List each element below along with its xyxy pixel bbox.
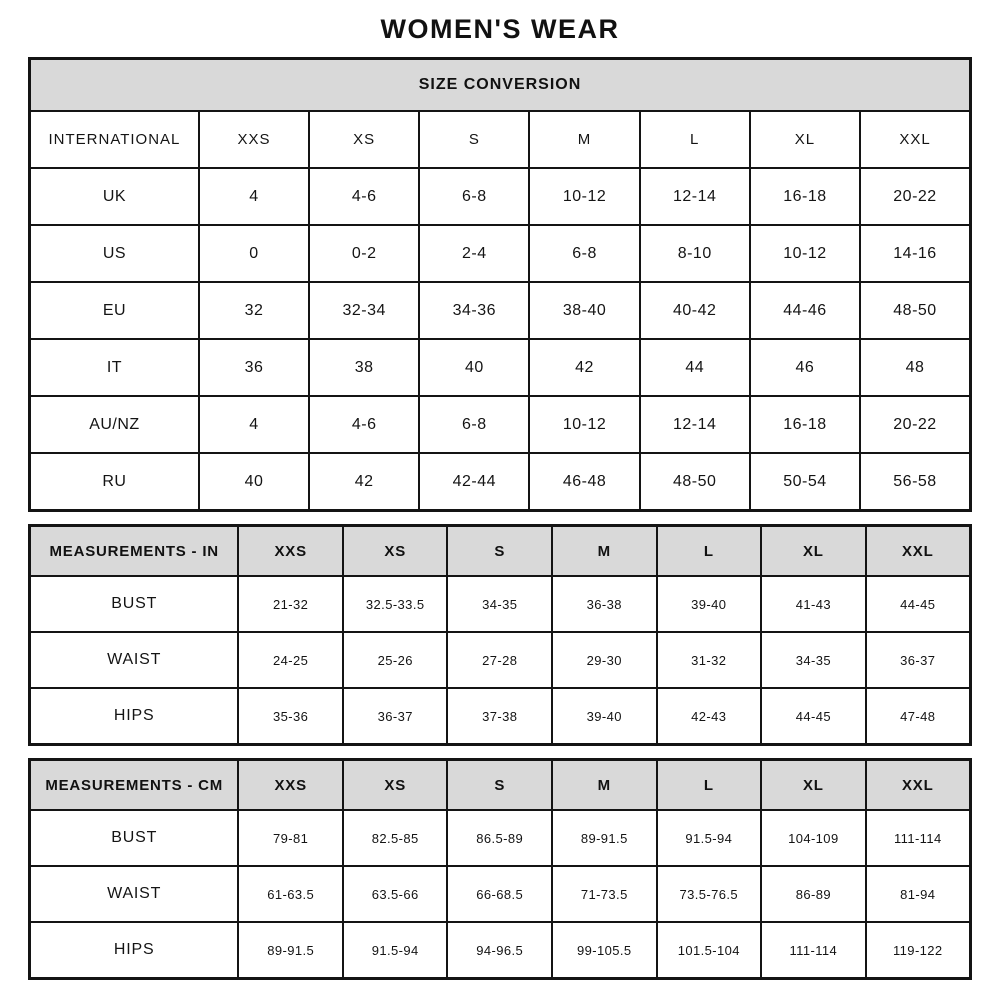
size_conversion-col-header: XL [750, 111, 860, 168]
size_conversion-cell: 20-22 [860, 396, 971, 453]
size_conversion-col-header: XS [309, 111, 419, 168]
measurements_cm-col-header: XL [761, 760, 866, 811]
size_conversion-cell: 16-18 [750, 396, 860, 453]
size_conversion-cell: 8-10 [640, 225, 750, 282]
size_conversion-cell: 0 [199, 225, 309, 282]
measurements_in-cell: 24-25 [238, 632, 343, 688]
measurements_cm-col-header: S [447, 760, 552, 811]
size_conversion-cell: 4-6 [309, 168, 419, 225]
size_conversion-cell: 6-8 [529, 225, 639, 282]
measurements_in-col-header: XS [343, 526, 448, 577]
size-conversion-header-row [30, 111, 971, 168]
measurements_cm-cell: 61-63.5 [238, 866, 343, 922]
size_conversion-cell: 2-4 [419, 225, 529, 282]
measurements_cm-cell: 111-114 [761, 922, 866, 979]
measurements_cm-cell: 86-89 [761, 866, 866, 922]
size_conversion-row [30, 282, 971, 339]
measurements_in-row-label: HIPS [30, 688, 239, 745]
size_conversion-cell: 44-46 [750, 282, 860, 339]
measurements_in-col-header: XXS [238, 526, 343, 577]
size_conversion-cell: 4-6 [309, 396, 419, 453]
measurements_cm-cell: 79-81 [238, 810, 343, 866]
measurements_cm-cell: 104-109 [761, 810, 866, 866]
measurements_in-cell: 47-48 [866, 688, 971, 745]
size_conversion-cell: 4 [199, 168, 309, 225]
size_conversion-cell: 42 [309, 453, 419, 511]
measurements_in-cell: 41-43 [761, 576, 866, 632]
measurements_in-cell: 32.5-33.5 [343, 576, 448, 632]
size_conversion-row-label: IT [30, 339, 199, 396]
measurements_cm-row [30, 866, 971, 922]
measurements_cm-cell: 91.5-94 [657, 810, 762, 866]
measurements_in-col-header: XL [761, 526, 866, 577]
measurements_cm-col-header: M [552, 760, 657, 811]
measurements_in-row [30, 688, 971, 745]
size_conversion-cell: 56-58 [860, 453, 971, 511]
measurements_in-cell: 37-38 [447, 688, 552, 745]
measurements_in-cell: 29-30 [552, 632, 657, 688]
size_conversion-row [30, 453, 971, 511]
size_conversion-cell: 36 [199, 339, 309, 396]
size_conversion-row [30, 225, 971, 282]
measurements_cm-col-header: XS [343, 760, 448, 811]
size_conversion-row-label: EU [30, 282, 199, 339]
size_conversion-col-header: L [640, 111, 750, 168]
measurements_in-col-header: S [447, 526, 552, 577]
measurements-in-table [28, 524, 972, 746]
measurements_in-cell: 31-32 [657, 632, 762, 688]
measurements_in-cell: 21-32 [238, 576, 343, 632]
size_conversion-cell: 48-50 [640, 453, 750, 511]
size-conversion-title: SIZE CONVERSION [30, 59, 971, 112]
size_conversion-cell: 0-2 [309, 225, 419, 282]
size_conversion-cell: 42 [529, 339, 639, 396]
size-conversion-banner-row [30, 59, 971, 112]
measurements_cm-cell: 94-96.5 [447, 922, 552, 979]
size_conversion-col-header: XXS [199, 111, 309, 168]
size_conversion-cell: 10-12 [529, 168, 639, 225]
measurements_cm-cell: 89-91.5 [238, 922, 343, 979]
measurements-in-header-row [30, 526, 971, 577]
size_conversion-cell: 48 [860, 339, 971, 396]
measurements_cm-cell: 71-73.5 [552, 866, 657, 922]
measurements_cm-cell: 86.5-89 [447, 810, 552, 866]
measurements-cm-header-row [30, 760, 971, 811]
size_conversion-cell: 6-8 [419, 396, 529, 453]
measurements_cm-cell: 91.5-94 [343, 922, 448, 979]
measurements_cm-col-header: XXL [866, 760, 971, 811]
size_conversion-cell: 48-50 [860, 282, 971, 339]
size_conversion-cell: 34-36 [419, 282, 529, 339]
size_conversion-row [30, 339, 971, 396]
measurements_cm-row-label: HIPS [30, 922, 239, 979]
measurements_in-row [30, 576, 971, 632]
measurements_in-cell: 36-37 [866, 632, 971, 688]
measurements_in-cell: 35-36 [238, 688, 343, 745]
size_conversion-row-label: UK [30, 168, 199, 225]
size_conversion-cell: 42-44 [419, 453, 529, 511]
size_conversion-row-label: RU [30, 453, 199, 511]
measurements_cm-cell: 89-91.5 [552, 810, 657, 866]
size_conversion-cell: 12-14 [640, 168, 750, 225]
measurements_in-cell: 44-45 [866, 576, 971, 632]
measurements_cm-cell: 82.5-85 [343, 810, 448, 866]
size_conversion-row [30, 396, 971, 453]
measurements_in-cell: 34-35 [761, 632, 866, 688]
measurements_in-cell: 42-43 [657, 688, 762, 745]
size_conversion-cell: 16-18 [750, 168, 860, 225]
measurements_cm-row [30, 922, 971, 979]
size-conversion-table [28, 57, 972, 512]
size_conversion-row-label: AU/NZ [30, 396, 199, 453]
size_conversion-cell: 10-12 [750, 225, 860, 282]
measurements_in-row-label: BUST [30, 576, 239, 632]
size_conversion-cell: 14-16 [860, 225, 971, 282]
measurements_in-col-header: L [657, 526, 762, 577]
size_conversion-cell: 40 [199, 453, 309, 511]
measurements-in-title: MEASUREMENTS - IN [30, 526, 239, 577]
measurements-cm-title: MEASUREMENTS - CM [30, 760, 239, 811]
measurements_cm-col-header: L [657, 760, 762, 811]
size_conversion-row-label: US [30, 225, 199, 282]
measurements_cm-col-header: XXS [238, 760, 343, 811]
measurements_in-col-header: M [552, 526, 657, 577]
size_conversion-cell: 12-14 [640, 396, 750, 453]
measurements_in-row [30, 632, 971, 688]
measurements_cm-cell: 81-94 [866, 866, 971, 922]
size_conversion-col-header: XXL [860, 111, 971, 168]
size_conversion-cell: 46 [750, 339, 860, 396]
size_conversion-cell: 50-54 [750, 453, 860, 511]
measurements_in-cell: 36-37 [343, 688, 448, 745]
size_conversion-col-header: INTERNATIONAL [30, 111, 199, 168]
size_conversion-cell: 38-40 [529, 282, 639, 339]
measurements_in-cell: 39-40 [657, 576, 762, 632]
size_conversion-cell: 44 [640, 339, 750, 396]
measurements_in-cell: 27-28 [447, 632, 552, 688]
measurements_cm-cell: 99-105.5 [552, 922, 657, 979]
measurements_in-col-header: XXL [866, 526, 971, 577]
measurements-cm-table [28, 758, 972, 980]
page-title: WOMEN'S WEAR [380, 14, 620, 44]
size_conversion-cell: 32-34 [309, 282, 419, 339]
measurements_cm-cell: 119-122 [866, 922, 971, 979]
size_conversion-cell: 10-12 [529, 396, 639, 453]
measurements_in-row-label: WAIST [30, 632, 239, 688]
measurements_cm-cell: 63.5-66 [343, 866, 448, 922]
size_conversion-cell: 40-42 [640, 282, 750, 339]
size_conversion-cell: 4 [199, 396, 309, 453]
measurements_in-cell: 44-45 [761, 688, 866, 745]
measurements_cm-row [30, 810, 971, 866]
size_conversion-cell: 38 [309, 339, 419, 396]
measurements_cm-cell: 101.5-104 [657, 922, 762, 979]
size_conversion-cell: 32 [199, 282, 309, 339]
measurements_cm-row-label: BUST [30, 810, 239, 866]
measurements_cm-row-label: WAIST [30, 866, 239, 922]
size_conversion-row [30, 168, 971, 225]
measurements_cm-cell: 111-114 [866, 810, 971, 866]
measurements_in-cell: 36-38 [552, 576, 657, 632]
size_conversion-cell: 6-8 [419, 168, 529, 225]
size_conversion-cell: 40 [419, 339, 529, 396]
measurements_in-cell: 25-26 [343, 632, 448, 688]
measurements_in-cell: 34-35 [447, 576, 552, 632]
size_conversion-cell: 46-48 [529, 453, 639, 511]
size_conversion-col-header: S [419, 111, 529, 168]
measurements_cm-cell: 66-68.5 [447, 866, 552, 922]
measurements_cm-cell: 73.5-76.5 [657, 866, 762, 922]
size_conversion-col-header: M [529, 111, 639, 168]
measurements_in-cell: 39-40 [552, 688, 657, 745]
size_conversion-cell: 20-22 [860, 168, 971, 225]
